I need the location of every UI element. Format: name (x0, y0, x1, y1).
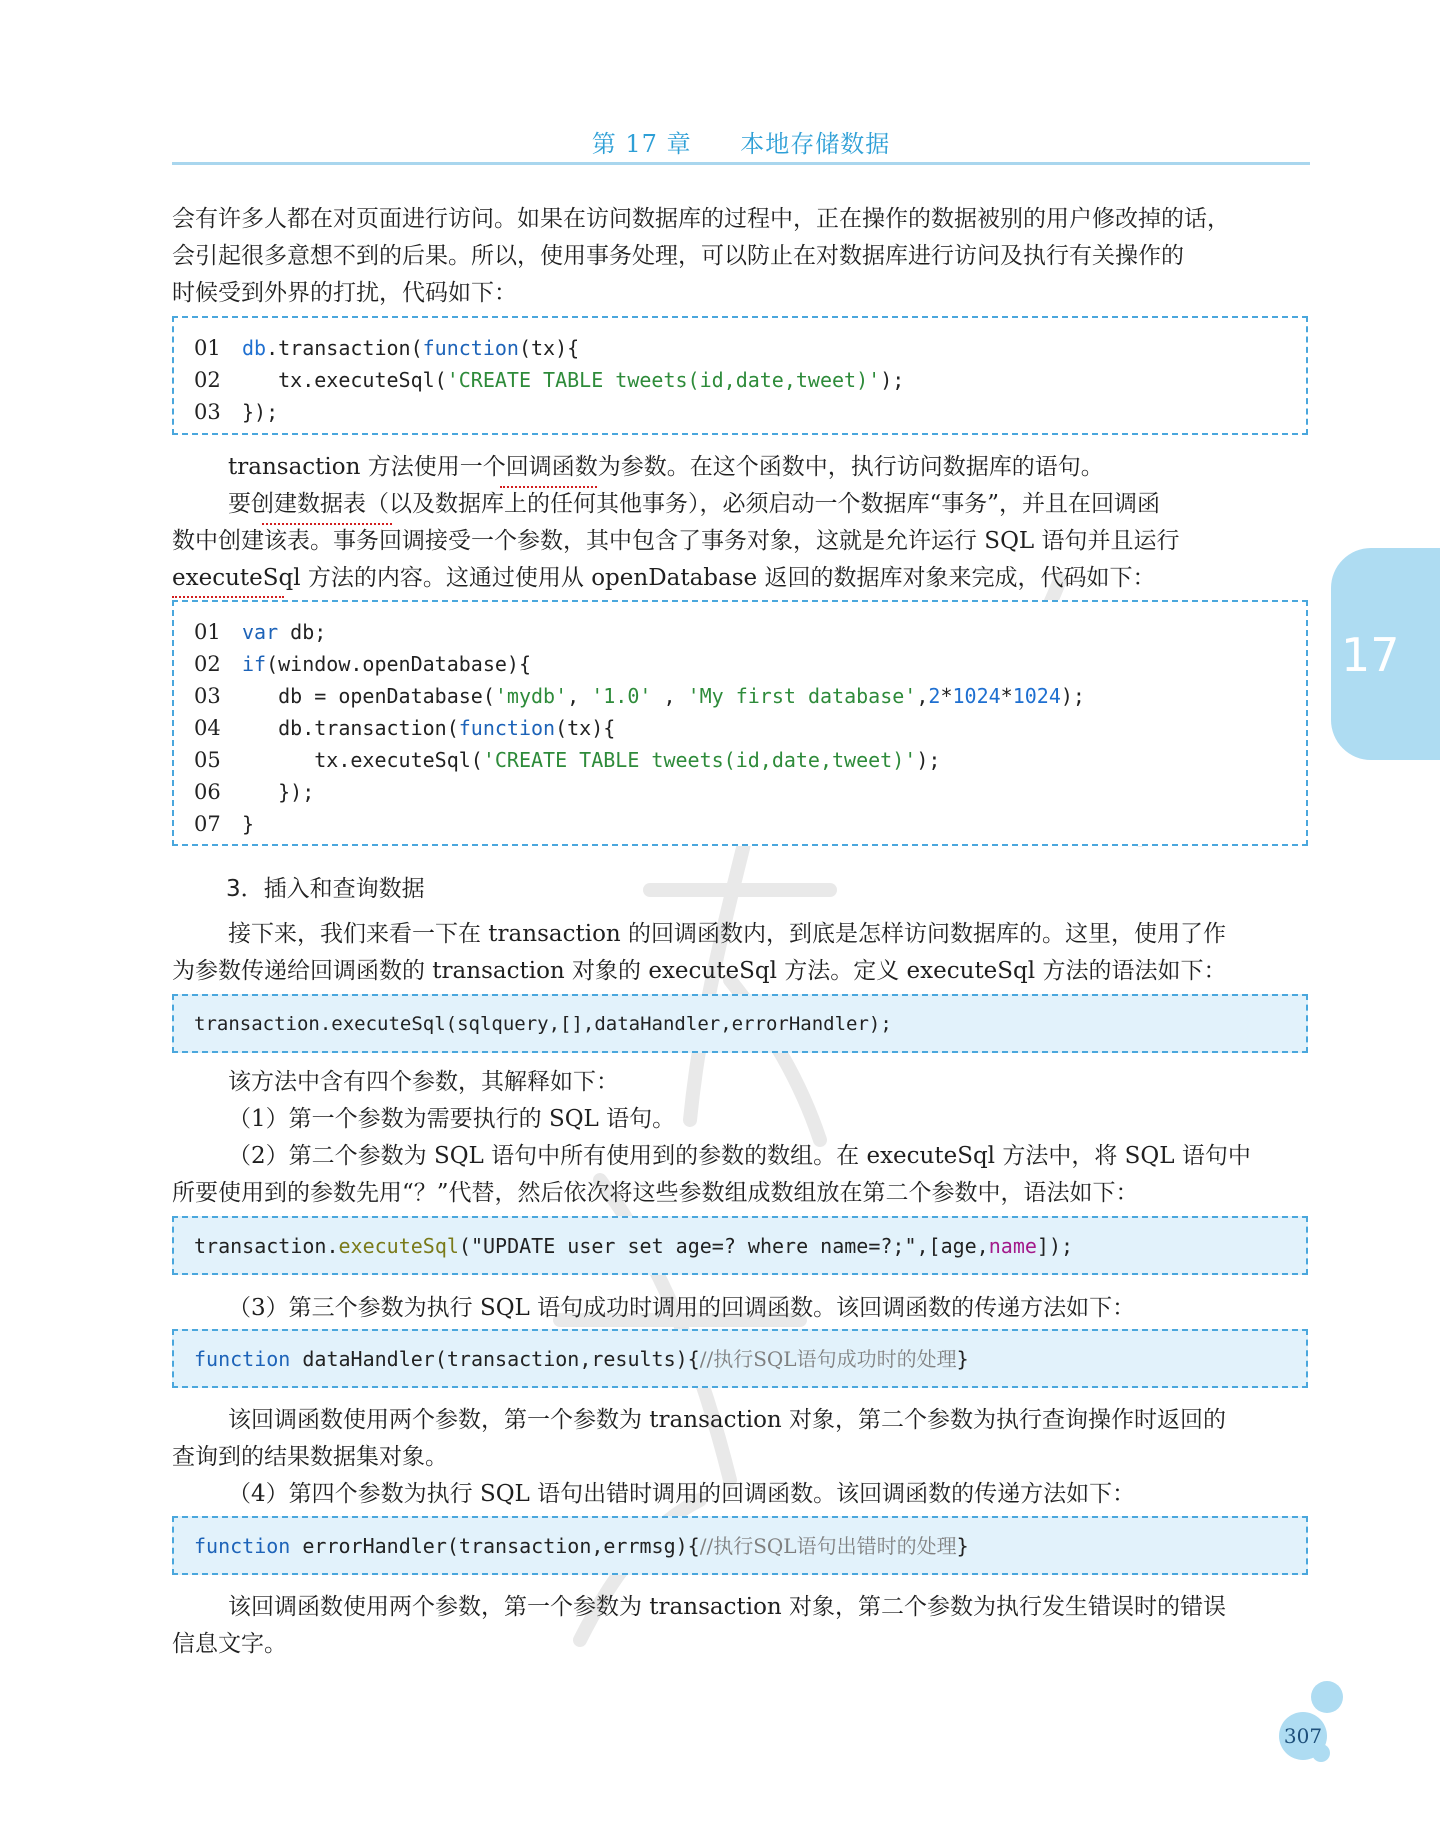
text-line: 查询到的结果数据集对象。 (172, 1444, 448, 1470)
code-line (194, 808, 1306, 840)
text-line: 所要使用到的参数先用“？”代替，然后依次将这些参数组成数组放在第二个参数中，语法如下： (172, 1180, 1139, 1206)
code-block-data-handler (172, 1329, 1308, 1388)
line-number: 02 (194, 652, 221, 676)
line-number: 02 (194, 368, 221, 392)
paragraph-param-3 (172, 1290, 1310, 1327)
code-token: ]); (1036, 1234, 1074, 1258)
code-block-transaction (172, 316, 1308, 435)
code-line (194, 744, 1306, 776)
code-comment: //执行SQL语句出错时的处理 (699, 1534, 957, 1558)
code-token: (window.openDatabase){ (266, 652, 531, 676)
code-line (194, 680, 1306, 712)
code-token: , (567, 684, 592, 708)
text-line: 为参数传递给回调函数的 transaction 对象的 executeSql 方法。定义 executeSql 方法的语法如下： (172, 958, 1227, 984)
code-token: transaction. (194, 1234, 339, 1258)
code-token: db = openDatabase( (242, 684, 495, 708)
decor-bubble (1311, 1681, 1343, 1713)
text-line: （3）第三个参数为执行 SQL 语句成功时调用的回调函数。该回调函数的传递方法如下： (228, 1295, 1136, 1321)
code-token: * (1000, 684, 1013, 708)
text-line: 该回调函数使用两个参数，第一个参数为 transaction 对象，第二个参数为执行发生错误时的错误 (228, 1594, 1227, 1620)
line-number: 06 (194, 780, 221, 804)
line-number: 01 (194, 336, 221, 360)
code-token: function (194, 1534, 291, 1558)
chapter-label: 第 17 章 (591, 130, 692, 158)
paragraph-param-1 (172, 1101, 1310, 1138)
code-line (194, 396, 1306, 428)
code-block-syntax (172, 994, 1308, 1053)
chapter-title: 本地存储数据 (740, 130, 891, 158)
paragraph-data-handler (172, 1402, 1310, 1476)
text-line: （2）第二个参数为 SQL 语句中所有使用到的参数的数组。在 executeSql 方法中，将 SQL 语句中 (228, 1143, 1251, 1169)
code-line (194, 364, 1306, 396)
code-token: 'My first database' (687, 684, 917, 708)
code-token: ("UPDATE user set age=? where name=?;",[age, (458, 1234, 989, 1258)
code-token: , (916, 684, 929, 708)
code-token: } (242, 812, 255, 836)
code-token: if (242, 652, 267, 676)
text-line: 数中创建该表。事务回调接受一个参数，其中包含了事务对象，这就是允许运行 SQL 语句并且运行 (172, 528, 1180, 554)
code-line (194, 1230, 1306, 1262)
code-token: , (651, 684, 688, 708)
code-token: db.transaction( (242, 716, 459, 740)
code-token: function (458, 716, 556, 740)
text-line: （4）第四个参数为执行 SQL 语句出错时调用的回调函数。该回调函数的传递方法如下： (228, 1481, 1136, 1507)
text-line: 会有许多人都在对页面进行访问。如果在访问数据库的过程中，正在操作的数据被别的用户修改掉的话， (172, 206, 1230, 232)
code-block-update (172, 1216, 1308, 1275)
paragraph-error-handler (172, 1589, 1310, 1663)
line-number: 07 (194, 812, 221, 836)
code-line (194, 712, 1306, 744)
text-line: 要创建数据表（以及数据库上的任何其他事务），必须启动一个数据库“事务”，并且在回调函 (228, 491, 1161, 517)
spellcheck-underline (262, 519, 392, 525)
code-token: 'CREATE TABLE tweets(id,date,tweet)' (482, 748, 917, 772)
text-line: 时候受到外界的打扰，代码如下： (172, 280, 517, 306)
line-number: 04 (194, 716, 221, 740)
code-token: 1024 (1012, 684, 1061, 708)
code-token: (tx){ (555, 716, 616, 740)
text-line: transaction 方法使用一个回调函数为参数。在这个函数中，执行访问数据库的语句。 (228, 454, 1104, 480)
code-token: 'CREATE TABLE tweets(id,date,tweet)' (446, 368, 881, 392)
code-token: * (940, 684, 953, 708)
code-line (194, 332, 1306, 364)
code-token: dataHandler(transaction,results){ (290, 1347, 700, 1371)
chapter-tab-number: 17 (1341, 628, 1400, 682)
code-line (194, 1530, 1306, 1562)
code-token: db (242, 336, 267, 360)
code-token: ); (1060, 684, 1085, 708)
code-comment: //执行SQL语句成功时的处理 (699, 1347, 957, 1371)
code-token: tx.executeSql( (242, 368, 447, 392)
paragraph-param-2 (172, 1138, 1310, 1212)
code-token: var (242, 620, 279, 644)
page-number: 307 (1279, 1712, 1327, 1760)
code-token: executeSql (338, 1234, 459, 1258)
code-block-error-handler (172, 1516, 1308, 1575)
chapter-side-tab (1331, 548, 1440, 760)
text-line: 该方法中含有四个参数，其解释如下： (228, 1069, 619, 1095)
text-line: 信息文字。 (172, 1631, 287, 1657)
code-token: .transaction( (266, 336, 423, 360)
running-header (172, 124, 1310, 164)
code-token: }); (242, 780, 315, 804)
code-token: } (956, 1534, 969, 1558)
text-line: executeSql 方法的内容。这通过使用从 openDatabase 返回的数据库对象来完成，代码如下： (172, 565, 1156, 591)
section-heading: 3．插入和查询数据 (226, 876, 425, 902)
paragraph-transaction (172, 449, 1310, 486)
code-token: function (422, 336, 519, 360)
line-number: 01 (194, 620, 221, 644)
line-number: 05 (194, 748, 221, 772)
text-line: 会引起很多意想不到的后果。所以，使用事务处理，可以防止在对数据库进行访问及执行有关操作的 (172, 243, 1184, 269)
text-line: （1）第一个参数为需要执行的 SQL 语句。 (228, 1106, 676, 1132)
spellcheck-underline (172, 592, 284, 598)
code-token: }); (242, 400, 279, 424)
code-token: ); (916, 748, 941, 772)
paragraph-param-4 (172, 1476, 1310, 1513)
code-token: 'mydb' (494, 684, 568, 708)
paragraph-params-intro (172, 1064, 1310, 1101)
code-line (194, 616, 1306, 648)
line-number: 03 (194, 400, 221, 424)
text-line: 接下来，我们来看一下在 transaction 的回调函数内，到底是怎样访问数据库的。这里，使用了作 (228, 921, 1227, 947)
header-rule (172, 162, 1310, 165)
code-line (194, 648, 1306, 680)
code-token: (tx){ (518, 336, 580, 360)
code-line (194, 1343, 1306, 1375)
code-token: errorHandler(transaction,errmsg){ (290, 1534, 700, 1558)
line-number: 03 (194, 684, 221, 708)
code-line: transaction.executeSql(sqlquery,[],dataHandler,errorHandler); (194, 1013, 892, 1035)
code-token: } (956, 1347, 969, 1371)
code-token: ); (880, 368, 905, 392)
code-token: name (988, 1234, 1037, 1258)
paragraph-create-table (172, 486, 1310, 597)
code-block-open-database (172, 600, 1308, 846)
code-line (194, 776, 1306, 808)
code-token: db; (278, 620, 327, 644)
code-token: 1024 (952, 684, 1001, 708)
code-token: 2 (928, 684, 941, 708)
code-token: function (194, 1347, 291, 1371)
code-token: tx.executeSql( (242, 748, 483, 772)
text-line: 该回调函数使用两个参数，第一个参数为 transaction 对象，第二个参数为执行查询操作时返回的 (228, 1407, 1227, 1433)
paragraph-intro (172, 201, 1310, 312)
paragraph-execute-sql (172, 916, 1310, 990)
code-token: '1.0' (591, 684, 652, 708)
